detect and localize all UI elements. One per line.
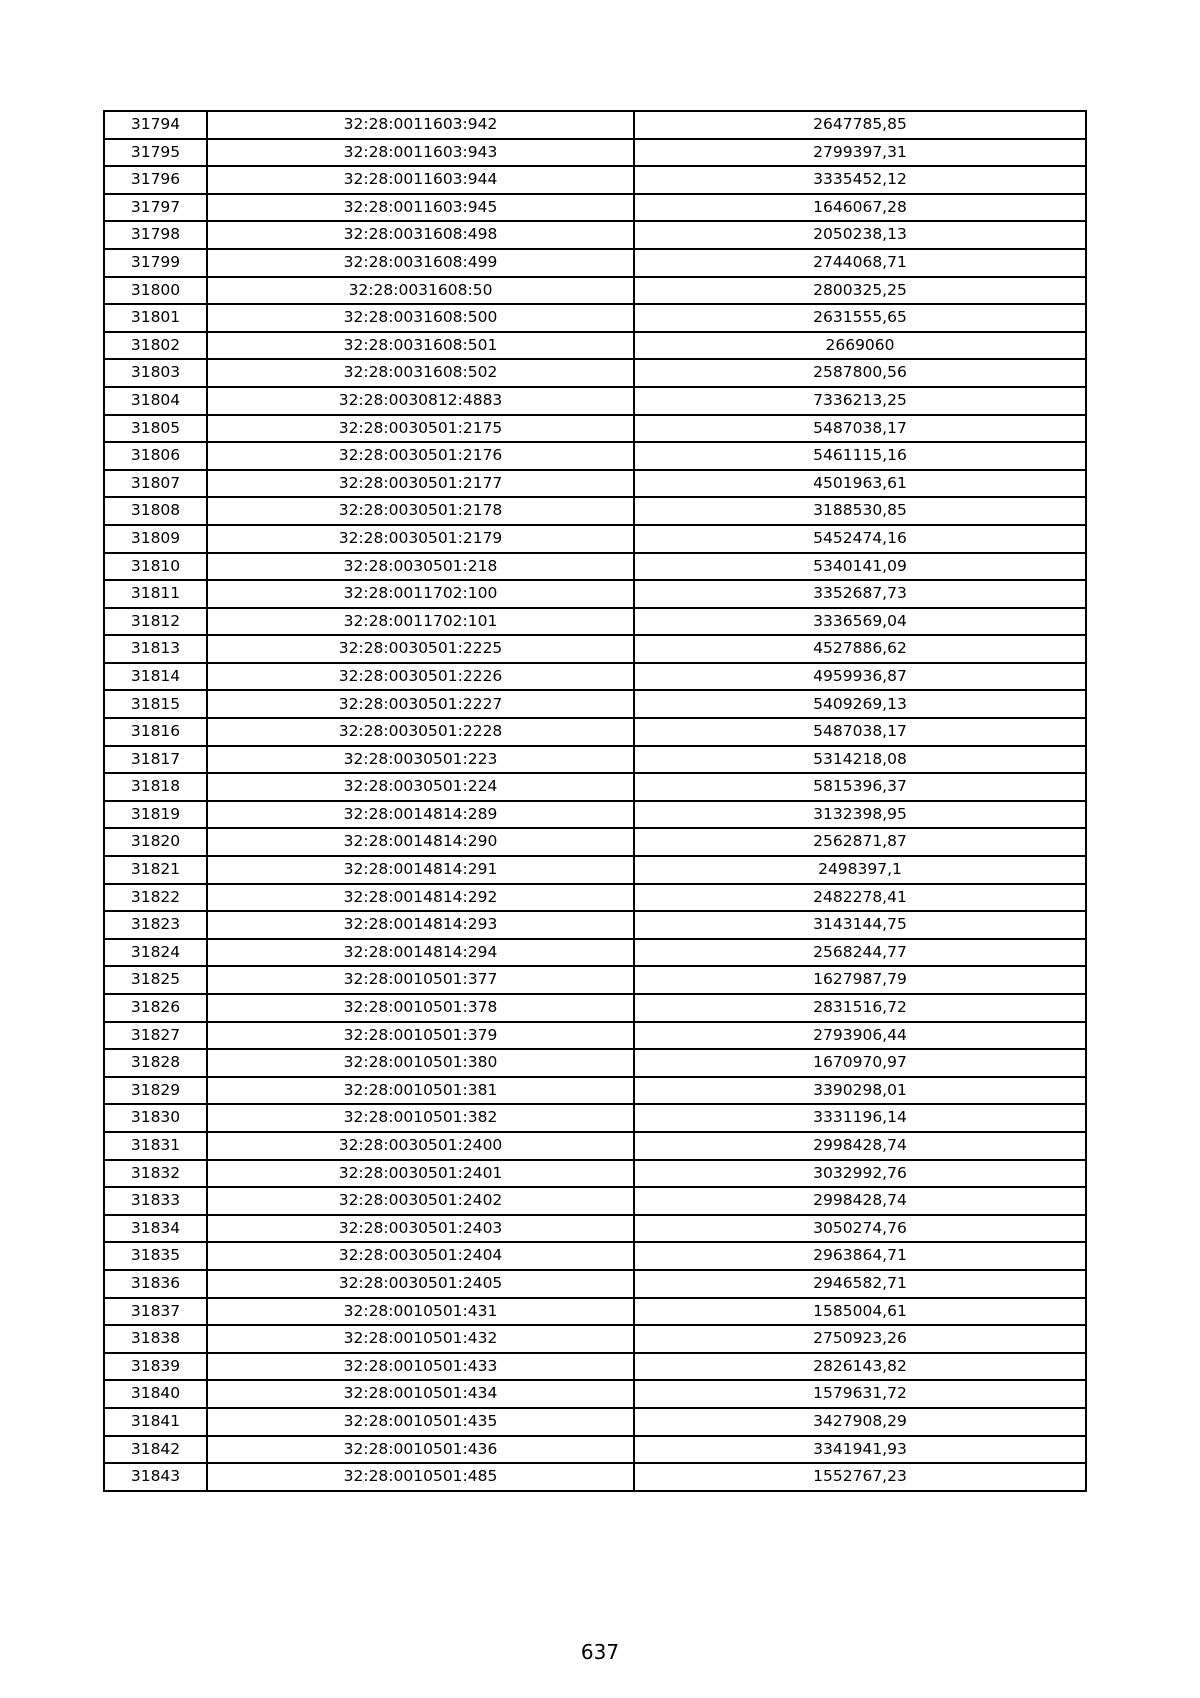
row-number-cell: 31821 xyxy=(104,856,207,884)
cadastral-number-cell: 32:28:0030501:2176 xyxy=(207,442,634,470)
value-cell: 3132398,95 xyxy=(634,801,1086,829)
cadastral-number-cell: 32:28:0030501:2401 xyxy=(207,1160,634,1188)
cadastral-number-cell: 32:28:0030501:2400 xyxy=(207,1132,634,1160)
table-row xyxy=(104,994,1086,1022)
table-row xyxy=(104,1104,1086,1132)
table-row xyxy=(104,1325,1086,1353)
table-row xyxy=(104,332,1086,360)
cadastral-number-cell: 32:28:0031608:501 xyxy=(207,332,634,360)
cadastral-number-cell: 32:28:0014814:291 xyxy=(207,856,634,884)
table-row xyxy=(104,1187,1086,1215)
cadastral-number-cell: 32:28:0030501:2228 xyxy=(207,718,634,746)
cadastral-number-cell: 32:28:0010501:381 xyxy=(207,1077,634,1105)
cadastral-number-cell: 32:28:0030501:2225 xyxy=(207,635,634,663)
table-row xyxy=(104,1436,1086,1464)
row-number-cell: 31819 xyxy=(104,801,207,829)
value-cell: 4527886,62 xyxy=(634,635,1086,663)
cadastral-number-cell: 32:28:0010501:378 xyxy=(207,994,634,1022)
row-number-cell: 31835 xyxy=(104,1242,207,1270)
value-cell: 1627987,79 xyxy=(634,966,1086,994)
records-table xyxy=(103,110,1087,1492)
cadastral-number-cell: 32:28:0030501:2179 xyxy=(207,525,634,553)
value-cell: 3427908,29 xyxy=(634,1408,1086,1436)
value-cell: 1585004,61 xyxy=(634,1298,1086,1326)
row-number-cell: 31841 xyxy=(104,1408,207,1436)
table-row xyxy=(104,911,1086,939)
value-cell: 3032992,76 xyxy=(634,1160,1086,1188)
cadastral-number-cell: 32:28:0011603:944 xyxy=(207,166,634,194)
value-cell: 2946582,71 xyxy=(634,1270,1086,1298)
row-number-cell: 31795 xyxy=(104,139,207,167)
cadastral-number-cell: 32:28:0010501:380 xyxy=(207,1049,634,1077)
row-number-cell: 31805 xyxy=(104,415,207,443)
table-row xyxy=(104,1049,1086,1077)
value-cell: 5409269,13 xyxy=(634,690,1086,718)
table-row xyxy=(104,1353,1086,1381)
table-row xyxy=(104,635,1086,663)
cadastral-number-cell: 32:28:0030501:2403 xyxy=(207,1215,634,1243)
table-row xyxy=(104,966,1086,994)
value-cell: 2587800,56 xyxy=(634,359,1086,387)
table-row xyxy=(104,773,1086,801)
value-cell: 2482278,41 xyxy=(634,884,1086,912)
table-row xyxy=(104,1132,1086,1160)
row-number-cell: 31839 xyxy=(104,1353,207,1381)
value-cell: 2568244,77 xyxy=(634,939,1086,967)
value-cell: 5487038,17 xyxy=(634,415,1086,443)
row-number-cell: 31814 xyxy=(104,663,207,691)
cadastral-number-cell: 32:28:0010501:485 xyxy=(207,1463,634,1491)
table-row xyxy=(104,442,1086,470)
cadastral-number-cell: 32:28:0030501:2177 xyxy=(207,470,634,498)
row-number-cell: 31798 xyxy=(104,221,207,249)
table-row xyxy=(104,884,1086,912)
table-row xyxy=(104,608,1086,636)
cadastral-number-cell: 32:28:0014814:289 xyxy=(207,801,634,829)
table-row xyxy=(104,801,1086,829)
row-number-cell: 31822 xyxy=(104,884,207,912)
value-cell: 2831516,72 xyxy=(634,994,1086,1022)
table-row xyxy=(104,828,1086,856)
table-row xyxy=(104,387,1086,415)
table-row xyxy=(104,415,1086,443)
value-cell: 2669060 xyxy=(634,332,1086,360)
table-row xyxy=(104,1160,1086,1188)
row-number-cell: 31825 xyxy=(104,966,207,994)
row-number-cell: 31838 xyxy=(104,1325,207,1353)
cadastral-number-cell: 32:28:0030501:223 xyxy=(207,746,634,774)
cadastral-number-cell: 32:28:0031608:500 xyxy=(207,304,634,332)
value-cell: 3331196,14 xyxy=(634,1104,1086,1132)
cadastral-number-cell: 32:28:0014814:292 xyxy=(207,884,634,912)
value-cell: 1579631,72 xyxy=(634,1380,1086,1408)
cadastral-number-cell: 32:28:0010501:377 xyxy=(207,966,634,994)
cadastral-number-cell: 32:28:0014814:290 xyxy=(207,828,634,856)
row-number-cell: 31807 xyxy=(104,470,207,498)
table-row xyxy=(104,1242,1086,1270)
value-cell: 1670970,97 xyxy=(634,1049,1086,1077)
value-cell: 2498397,1 xyxy=(634,856,1086,884)
table-row xyxy=(104,1077,1086,1105)
page-number: 637 xyxy=(580,1640,620,1664)
value-cell: 2793906,44 xyxy=(634,1022,1086,1050)
table-row xyxy=(104,718,1086,746)
row-number-cell: 31829 xyxy=(104,1077,207,1105)
row-number-cell: 31831 xyxy=(104,1132,207,1160)
table-row xyxy=(104,166,1086,194)
row-number-cell: 31808 xyxy=(104,497,207,525)
cadastral-number-cell: 32:28:0010501:431 xyxy=(207,1298,634,1326)
cadastral-number-cell: 32:28:0010501:379 xyxy=(207,1022,634,1050)
cadastral-number-cell: 32:28:0011702:100 xyxy=(207,580,634,608)
table-row xyxy=(104,525,1086,553)
table-row xyxy=(104,249,1086,277)
row-number-cell: 31799 xyxy=(104,249,207,277)
table-row xyxy=(104,221,1086,249)
cadastral-number-cell: 32:28:0014814:294 xyxy=(207,939,634,967)
row-number-cell: 31836 xyxy=(104,1270,207,1298)
row-number-cell: 31804 xyxy=(104,387,207,415)
table-row xyxy=(104,746,1086,774)
cadastral-number-cell: 32:28:0011603:945 xyxy=(207,194,634,222)
table-row xyxy=(104,1215,1086,1243)
value-cell: 2631555,65 xyxy=(634,304,1086,332)
row-number-cell: 31820 xyxy=(104,828,207,856)
table-row xyxy=(104,690,1086,718)
row-number-cell: 31818 xyxy=(104,773,207,801)
cadastral-number-cell: 32:28:0010501:435 xyxy=(207,1408,634,1436)
cadastral-number-cell: 32:28:0010501:433 xyxy=(207,1353,634,1381)
value-cell: 2799397,31 xyxy=(634,139,1086,167)
table-row xyxy=(104,1022,1086,1050)
value-cell: 3352687,73 xyxy=(634,580,1086,608)
row-number-cell: 31823 xyxy=(104,911,207,939)
row-number-cell: 31833 xyxy=(104,1187,207,1215)
value-cell: 1646067,28 xyxy=(634,194,1086,222)
row-number-cell: 31827 xyxy=(104,1022,207,1050)
value-cell: 2750923,26 xyxy=(634,1325,1086,1353)
value-cell: 3335452,12 xyxy=(634,166,1086,194)
value-cell: 5452474,16 xyxy=(634,525,1086,553)
cadastral-number-cell: 32:28:0010501:436 xyxy=(207,1436,634,1464)
table-row xyxy=(104,304,1086,332)
row-number-cell: 31796 xyxy=(104,166,207,194)
row-number-cell: 31840 xyxy=(104,1380,207,1408)
table-row xyxy=(104,194,1086,222)
row-number-cell: 31817 xyxy=(104,746,207,774)
value-cell: 2647785,85 xyxy=(634,111,1086,139)
row-number-cell: 31809 xyxy=(104,525,207,553)
cadastral-number-cell: 32:28:0030501:218 xyxy=(207,553,634,581)
value-cell: 5487038,17 xyxy=(634,718,1086,746)
cadastral-number-cell: 32:28:0030501:2227 xyxy=(207,690,634,718)
row-number-cell: 31806 xyxy=(104,442,207,470)
value-cell: 2826143,82 xyxy=(634,1353,1086,1381)
cadastral-number-cell: 32:28:0031608:499 xyxy=(207,249,634,277)
table-row xyxy=(104,111,1086,139)
value-cell: 3390298,01 xyxy=(634,1077,1086,1105)
value-cell: 7336213,25 xyxy=(634,387,1086,415)
cadastral-number-cell: 32:28:0011603:942 xyxy=(207,111,634,139)
row-number-cell: 31828 xyxy=(104,1049,207,1077)
cadastral-number-cell: 32:28:0010501:434 xyxy=(207,1380,634,1408)
value-cell: 3188530,85 xyxy=(634,497,1086,525)
value-cell: 2800325,25 xyxy=(634,277,1086,305)
table-row xyxy=(104,1408,1086,1436)
value-cell: 4959936,87 xyxy=(634,663,1086,691)
table-row xyxy=(104,497,1086,525)
row-number-cell: 31832 xyxy=(104,1160,207,1188)
table-row xyxy=(104,580,1086,608)
cadastral-number-cell: 32:28:0011702:101 xyxy=(207,608,634,636)
cadastral-number-cell: 32:28:0014814:293 xyxy=(207,911,634,939)
value-cell: 3143144,75 xyxy=(634,911,1086,939)
table-row xyxy=(104,553,1086,581)
row-number-cell: 31813 xyxy=(104,635,207,663)
row-number-cell: 31816 xyxy=(104,718,207,746)
value-cell: 4501963,61 xyxy=(634,470,1086,498)
cadastral-number-cell: 32:28:0030501:224 xyxy=(207,773,634,801)
table-row xyxy=(104,939,1086,967)
table-row xyxy=(104,856,1086,884)
row-number-cell: 31824 xyxy=(104,939,207,967)
value-cell: 2050238,13 xyxy=(634,221,1086,249)
row-number-cell: 31802 xyxy=(104,332,207,360)
cadastral-number-cell: 32:28:0030501:2402 xyxy=(207,1187,634,1215)
cadastral-number-cell: 32:28:0030501:2175 xyxy=(207,415,634,443)
row-number-cell: 31801 xyxy=(104,304,207,332)
table-row xyxy=(104,470,1086,498)
row-number-cell: 31842 xyxy=(104,1436,207,1464)
cadastral-number-cell: 32:28:0011603:943 xyxy=(207,139,634,167)
value-cell: 2963864,71 xyxy=(634,1242,1086,1270)
value-cell: 3050274,76 xyxy=(634,1215,1086,1243)
row-number-cell: 31837 xyxy=(104,1298,207,1326)
row-number-cell: 31826 xyxy=(104,994,207,1022)
table-row xyxy=(104,277,1086,305)
row-number-cell: 31803 xyxy=(104,359,207,387)
value-cell: 5340141,09 xyxy=(634,553,1086,581)
value-cell: 5314218,08 xyxy=(634,746,1086,774)
cadastral-number-cell: 32:28:0010501:432 xyxy=(207,1325,634,1353)
row-number-cell: 31800 xyxy=(104,277,207,305)
row-number-cell: 31812 xyxy=(104,608,207,636)
value-cell: 3341941,93 xyxy=(634,1436,1086,1464)
cadastral-number-cell: 32:28:0031608:502 xyxy=(207,359,634,387)
value-cell: 2562871,87 xyxy=(634,828,1086,856)
value-cell: 3336569,04 xyxy=(634,608,1086,636)
cadastral-number-cell: 32:28:0030501:2226 xyxy=(207,663,634,691)
row-number-cell: 31811 xyxy=(104,580,207,608)
table-row xyxy=(104,139,1086,167)
table-row xyxy=(104,663,1086,691)
row-number-cell: 31843 xyxy=(104,1463,207,1491)
value-cell: 2998428,74 xyxy=(634,1187,1086,1215)
table-row xyxy=(104,1270,1086,1298)
table-row xyxy=(104,1463,1086,1491)
value-cell: 2998428,74 xyxy=(634,1132,1086,1160)
row-number-cell: 31810 xyxy=(104,553,207,581)
cadastral-number-cell: 32:28:0031608:498 xyxy=(207,221,634,249)
value-cell: 1552767,23 xyxy=(634,1463,1086,1491)
row-number-cell: 31834 xyxy=(104,1215,207,1243)
cadastral-number-cell: 32:28:0030501:2405 xyxy=(207,1270,634,1298)
cadastral-number-cell: 32:28:0030812:4883 xyxy=(207,387,634,415)
row-number-cell: 31830 xyxy=(104,1104,207,1132)
cadastral-number-cell: 32:28:0030501:2178 xyxy=(207,497,634,525)
table-row xyxy=(104,1298,1086,1326)
row-number-cell: 31794 xyxy=(104,111,207,139)
cadastral-number-cell: 32:28:0031608:50 xyxy=(207,277,634,305)
records-table-body xyxy=(104,111,1086,1491)
value-cell: 2744068,71 xyxy=(634,249,1086,277)
value-cell: 5815396,37 xyxy=(634,773,1086,801)
row-number-cell: 31815 xyxy=(104,690,207,718)
row-number-cell: 31797 xyxy=(104,194,207,222)
value-cell: 5461115,16 xyxy=(634,442,1086,470)
cadastral-number-cell: 32:28:0030501:2404 xyxy=(207,1242,634,1270)
cadastral-number-cell: 32:28:0010501:382 xyxy=(207,1104,634,1132)
table-row xyxy=(104,1380,1086,1408)
table-row xyxy=(104,359,1086,387)
